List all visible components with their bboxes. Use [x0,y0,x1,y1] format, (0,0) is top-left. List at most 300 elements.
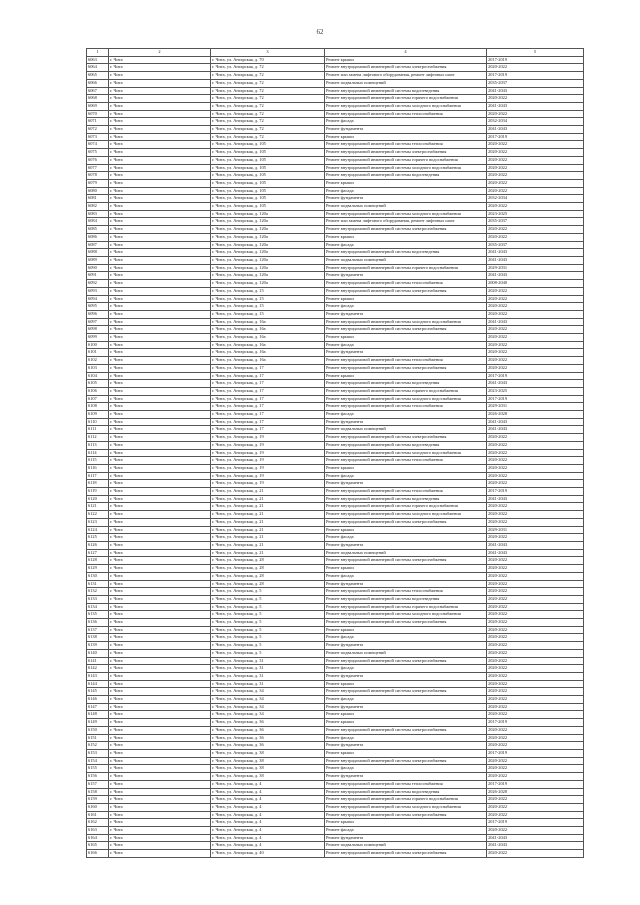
period-cell: 2020-2022 [487,642,584,650]
row-number-cell: 6137 [87,626,109,634]
period-cell: 2041-2043 [487,256,584,264]
work-type-cell: Ремонт фундамента [325,580,487,588]
row-number-cell: 6150 [87,726,109,734]
table-row [87,102,584,110]
work-type-cell: Ремонт внутридомовой инженерной системы горячего водоснабжения [325,264,487,272]
period-cell: 2020-2022 [487,233,584,241]
row-number-cell: 6122 [87,511,109,519]
row-number-cell: 6081 [87,195,109,203]
table-row [87,110,584,118]
period-cell: 2032-2034 [487,118,584,126]
period-cell: 2020-2022 [487,611,584,619]
municipality-cell: г. Чита [109,734,211,742]
table-row [87,56,584,64]
period-cell: 2020-2022 [487,649,584,657]
row-number-cell: 6108 [87,403,109,411]
table-row [87,688,584,696]
table-row [87,542,584,550]
period-cell: 2020-2022 [487,310,584,318]
period-cell: 2017-2019 [487,819,584,827]
address-cell: г. Чита, ул. Ангарская, д. 31 [211,657,325,665]
municipality-cell: г. Чита [109,511,211,519]
table-row [87,842,584,850]
period-cell: 2020-2022 [487,665,584,673]
period-cell: 2020-2022 [487,703,584,711]
municipality-cell: г. Чита [109,634,211,642]
row-number-cell: 6147 [87,703,109,711]
address-cell: г. Чита, ул. Ангарская, д. 105 [211,179,325,187]
address-cell: г. Чита, ул. Ангарская, д. 31 [211,672,325,680]
row-number-cell: 6080 [87,187,109,195]
address-cell: г. Чита, ул. Ангарская, д. 120а [211,241,325,249]
municipality-cell: г. Чита [109,364,211,372]
address-cell: г. Чита, ул. Ангарская, д. 120а [211,264,325,272]
table-row [87,195,584,203]
period-cell: 2020-2022 [487,511,584,519]
work-type-cell: Ремонт крыши [325,819,487,827]
period-cell: 2041-2043 [487,418,584,426]
row-number-cell: 6097 [87,318,109,326]
period-cell: 2008-2040 [487,280,584,288]
period-cell: 2020-2022 [487,757,584,765]
address-cell: г. Чита, ул. Ангарская, д. 4 [211,780,325,788]
work-type-cell: Ремонт фасада [325,665,487,673]
municipality-cell: г. Чита [109,118,211,126]
work-type-cell: Ремонт внутридомовой инженерной системы электроснабжения [325,619,487,627]
address-cell: г. Чита, ул. Ангарская, д. 120а [211,210,325,218]
table-row [87,118,584,126]
row-number-cell: 6127 [87,549,109,557]
municipality-cell: г. Чита [109,626,211,634]
period-cell: 2023-2025 [487,387,584,395]
row-number-cell: 6163 [87,827,109,835]
table-row [87,619,584,627]
table-row [87,372,584,380]
row-number-cell: 6064 [87,64,109,72]
period-cell: 2020-2022 [487,619,584,627]
work-type-cell: Ремонт крыши [325,526,487,534]
work-type-cell: Ремонт крыши [325,565,487,573]
period-cell: 2020-2022 [487,773,584,781]
municipality-cell: г. Чита [109,203,211,211]
period-cell: 2017-2019 [487,72,584,80]
row-number-cell: 6159 [87,796,109,804]
address-cell: г. Чита, ул. Ангарская, д. 120а [211,256,325,264]
row-number-cell: 6166 [87,850,109,858]
municipality-cell: г. Чита [109,295,211,303]
period-cell: 2041-2043 [487,87,584,95]
row-number-cell: 6143 [87,672,109,680]
work-type-cell: Ремонт подвальных помещений [325,203,487,211]
row-number-cell: 6070 [87,110,109,118]
period-cell: 2041-2043 [487,549,584,557]
address-cell: г. Чита, ул. Ангарская, д. 72 [211,126,325,134]
work-type-cell: Ремонт фундамента [325,418,487,426]
municipality-cell: г. Чита [109,349,211,357]
table-row [87,796,584,804]
work-type-cell: Ремонт фасада [325,187,487,195]
period-cell: 2035-2037 [487,241,584,249]
row-number-cell: 6087 [87,241,109,249]
work-type-cell: Ремонт фундамента [325,642,487,650]
municipality-cell: г. Чита [109,834,211,842]
period-cell: 2020-2022 [487,95,584,103]
row-number-cell: 6120 [87,495,109,503]
address-cell: г. Чита, ул. Ангарская, д. 21 [211,488,325,496]
municipality-cell: г. Чита [109,611,211,619]
period-cell: 2020-2022 [487,295,584,303]
work-type-cell: Ремонт крыши [325,133,487,141]
row-number-cell: 6144 [87,680,109,688]
period-cell: 2020-2022 [487,688,584,696]
table-row [87,511,584,519]
address-cell: г. Чита, ул. Ангарская, д. 105 [211,203,325,211]
period-cell: 2020-2022 [487,557,584,565]
table-row [87,534,584,542]
period-cell: 2020-2022 [487,580,584,588]
period-cell: 2020-2022 [487,803,584,811]
address-cell: г. Чита, ул. Ангарская, д. 72 [211,79,325,87]
row-number-cell: 6090 [87,264,109,272]
table-row [87,850,584,858]
work-type-cell: Ремонт внутридомовой инженерной системы теплоснабжения [325,357,487,365]
period-cell: 2020-2022 [487,64,584,72]
period-cell: 2020-2022 [487,765,584,773]
table-row [87,572,584,580]
work-type-cell: Ремонт внутридомовой инженерной системы холодного водоснабжения [325,102,487,110]
work-type-cell: Ремонт фасада [325,696,487,704]
address-cell: г. Чита, ул. Ангарская, д. 105 [211,187,325,195]
table-row [87,565,584,573]
municipality-cell: г. Чита [109,827,211,835]
period-cell: 2041-2043 [487,272,584,280]
period-cell: 2017-2019 [487,488,584,496]
period-cell: 2035-2037 [487,218,584,226]
row-number-cell: 6107 [87,395,109,403]
municipality-cell: г. Чита [109,557,211,565]
work-type-cell: Ремонт фасада [325,534,487,542]
address-cell: г. Чита, ул. Ангарская, д. 38 [211,749,325,757]
work-type-cell: Ремонт внутридомовой инженерной системы электроснабжения [325,688,487,696]
row-number-cell: 6093 [87,287,109,295]
work-type-cell: Ремонт фундамента [325,742,487,750]
address-cell: г. Чита, ул. Ангарская, д. 72 [211,102,325,110]
address-cell: г. Чита, ул. Ангарская, д. 34 [211,703,325,711]
address-cell: г. Чита, ул. Ангарская, д. 21 [211,511,325,519]
table-row [87,341,584,349]
table-row [87,626,584,634]
address-cell: г. Чита, ул. Ангарская, д. 15 [211,310,325,318]
municipality-cell: г. Чита [109,649,211,657]
address-cell: г. Чита, ул. Ангарская, д. 19 [211,441,325,449]
address-cell: г. Чита, ул. Ангарская, д. 5 [211,642,325,650]
period-cell: 2020-2022 [487,595,584,603]
row-number-cell: 6086 [87,233,109,241]
row-number-cell: 6152 [87,742,109,750]
address-cell: г. Чита, ул. Ангарская, д. 105 [211,141,325,149]
table-row [87,464,584,472]
municipality-cell: г. Чита [109,241,211,249]
table-row [87,472,584,480]
address-cell: г. Чита, ул. Ангарская, д. 4 [211,842,325,850]
municipality-cell: г. Чита [109,742,211,750]
table-row [87,411,584,419]
row-number-cell: 6068 [87,95,109,103]
municipality-cell: г. Чита [109,387,211,395]
municipality-cell: г. Чита [109,418,211,426]
work-type-cell: Ремонт внутридомовой инженерной системы электроснабжения [325,657,487,665]
work-type-cell: Ремонт или замена лифтового оборудования, ремонт лифтовых шахт [325,218,487,226]
row-number-cell: 6065 [87,72,109,80]
municipality-cell: г. Чита [109,256,211,264]
work-type-cell: Ремонт внутридомовой инженерной системы теплоснабжения [325,141,487,149]
address-cell: г. Чита, ул. Ангарская, д. 28 [211,565,325,573]
work-type-cell: Ремонт внутридомовой инженерной системы горячего водоснабжения [325,156,487,164]
address-cell: г. Чита, ул. Ангарская, д. 17 [211,426,325,434]
municipality-cell: г. Чита [109,434,211,442]
work-type-cell: Ремонт подвальных помещений [325,256,487,264]
municipality-cell: г. Чита [109,534,211,542]
address-cell: г. Чита, ул. Ангарская, д. 4 [211,788,325,796]
work-type-cell: Ремонт крыши [325,711,487,719]
work-type-cell: Ремонт внутридомовой инженерной системы электроснабжения [325,557,487,565]
municipality-cell: г. Чита [109,803,211,811]
work-type-cell: Ремонт внутридомовой инженерной системы теплоснабжения [325,488,487,496]
address-cell: г. Чита, ул. Ангарская, д. 72 [211,95,325,103]
work-type-cell: Ремонт фасада [325,341,487,349]
row-number-cell: 6077 [87,164,109,172]
municipality-cell: г. Чита [109,757,211,765]
period-cell: 2020-2022 [487,850,584,858]
row-number-cell: 6098 [87,326,109,334]
address-cell: г. Чита, ул. Ангарская, д. 120а [211,249,325,257]
table-row [87,526,584,534]
table-row [87,349,584,357]
period-cell: 2041-2043 [487,102,584,110]
row-number-cell: 6085 [87,226,109,234]
row-number-cell: 6117 [87,472,109,480]
period-cell: 2041-2043 [487,318,584,326]
address-cell: г. Чита, ул. Ангарская, д. 105 [211,195,325,203]
address-cell: г. Чита, ул. Ангарская, д. 72 [211,64,325,72]
municipality-cell: г. Чита [109,765,211,773]
table-row [87,149,584,157]
table-row [87,665,584,673]
row-number-cell: 6111 [87,426,109,434]
municipality-cell: г. Чита [109,264,211,272]
table-row [87,226,584,234]
row-number-cell: 6082 [87,203,109,211]
table-row [87,434,584,442]
table-row [87,141,584,149]
row-number-cell: 6063 [87,56,109,64]
work-type-cell: Ремонт подвальных помещений [325,549,487,557]
period-cell: 2020-2022 [487,734,584,742]
address-cell: г. Чита, ул. Ангарская, д. 34 [211,711,325,719]
municipality-cell: г. Чита [109,149,211,157]
work-type-cell: Ремонт крыши [325,179,487,187]
address-cell: г. Чита, ул. Ангарская, д. 36 [211,719,325,727]
row-number-cell: 6067 [87,87,109,95]
page-number: 62 [316,28,324,36]
address-cell: г. Чита, ул. Ангарская, д. 21 [211,549,325,557]
table-row [87,742,584,750]
address-cell: г. Чита, ул. Ангарская, д. 70 [211,56,325,64]
municipality-cell: г. Чита [109,280,211,288]
table-row [87,657,584,665]
municipality-cell: г. Чита [109,102,211,110]
row-number-cell: 6138 [87,634,109,642]
address-cell: г. Чита, ул. Ангарская, д. 72 [211,133,325,141]
address-cell: г. Чита, ул. Ангарская, д. 28 [211,572,325,580]
address-cell: г. Чита, ул. Ангарская, д. 4 [211,811,325,819]
work-type-cell: Ремонт фасада [325,241,487,249]
municipality-cell: г. Чита [109,749,211,757]
row-number-cell: 6084 [87,218,109,226]
column-header: 5 [487,49,584,57]
row-number-cell: 6109 [87,411,109,419]
table-row [87,179,584,187]
work-type-cell: Ремонт крыши [325,464,487,472]
municipality-cell: г. Чита [109,87,211,95]
row-number-cell: 6132 [87,588,109,596]
period-cell: 2020-2022 [487,203,584,211]
work-type-cell: Ремонт подвальных помещений [325,426,487,434]
table-row [87,696,584,704]
table-row [87,642,584,650]
address-cell: г. Чита, ул. Ангарская, д. 4 [211,819,325,827]
address-cell: г. Чита, ул. Ангарская, д. 31 [211,680,325,688]
work-type-cell: Ремонт внутридомовой инженерной системы электроснабжения [325,726,487,734]
municipality-cell: г. Чита [109,195,211,203]
municipality-cell: г. Чита [109,287,211,295]
work-type-cell: Ремонт фасада [325,572,487,580]
work-type-cell: Ремонт фундамента [325,310,487,318]
period-cell: 2035-2037 [487,79,584,87]
table-row [87,834,584,842]
address-cell: г. Чита, ул. Ангарская, д. 34 [211,696,325,704]
table-row [87,680,584,688]
row-number-cell: 6128 [87,557,109,565]
row-number-cell: 6091 [87,272,109,280]
work-type-cell: Ремонт внутридомовой инженерной системы электроснабжения [325,364,487,372]
municipality-cell: г. Чита [109,842,211,850]
municipality-cell: г. Чита [109,156,211,164]
address-cell: г. Чита, ул. Ангарская, д. 17 [211,418,325,426]
work-type-cell: Ремонт внутридомовой инженерной системы электроснабжения [325,434,487,442]
work-type-cell: Ремонт крыши [325,372,487,380]
row-number-cell: 6121 [87,503,109,511]
period-cell: 2017-2019 [487,719,584,727]
table-row [87,811,584,819]
period-cell: 2026-2028 [487,788,584,796]
table-row [87,64,584,72]
municipality-cell: г. Чита [109,126,211,134]
address-cell: г. Чита, ул. Ангарская, д. 72 [211,72,325,80]
row-number-cell: 6099 [87,334,109,342]
row-number-cell: 6104 [87,372,109,380]
table-row [87,403,584,411]
period-cell: 2026-2028 [487,411,584,419]
municipality-cell: г. Чита [109,850,211,858]
period-cell: 2017-2019 [487,56,584,64]
period-cell: 2020-2022 [487,711,584,719]
table-row [87,518,584,526]
row-number-cell: 6136 [87,619,109,627]
address-cell: г. Чита, ул. Ангарская, д. 31 [211,665,325,673]
table-row [87,256,584,264]
period-cell: 2020-2022 [487,572,584,580]
work-type-cell: Ремонт крыши [325,334,487,342]
table-row [87,303,584,311]
row-number-cell: 6124 [87,526,109,534]
row-number-cell: 6153 [87,749,109,757]
period-cell: 2020-2022 [487,149,584,157]
row-number-cell: 6165 [87,842,109,850]
period-cell: 2020-2022 [487,110,584,118]
table-row [87,310,584,318]
period-cell: 2020-2022 [487,603,584,611]
municipality-cell: г. Чита [109,441,211,449]
municipality-cell: г. Чита [109,472,211,480]
row-number-cell: 6096 [87,310,109,318]
address-cell: г. Чита, ул. Ангарская, д. 16а [211,357,325,365]
row-number-cell: 6101 [87,349,109,357]
address-cell: г. Чита, ул. Ангарская, д. 5 [211,626,325,634]
address-cell: г. Чита, ул. Ангарская, д. 28 [211,557,325,565]
work-type-cell: Ремонт фасада [325,734,487,742]
period-cell: 2017-2019 [487,780,584,788]
period-cell: 2020-2022 [487,441,584,449]
work-type-cell: Ремонт внутридомовой инженерной системы горячего водоснабжения [325,503,487,511]
work-type-cell: Ремонт внутридомовой инженерной системы водоотведения [325,172,487,180]
period-cell: 2020-2022 [487,672,584,680]
period-cell: 2020-2022 [487,696,584,704]
table-row [87,757,584,765]
address-cell: г. Чита, ул. Ангарская, д. 38 [211,773,325,781]
municipality-cell: г. Чита [109,64,211,72]
address-cell: г. Чита, ул. Ангарская, д. 21 [211,503,325,511]
municipality-cell: г. Чита [109,179,211,187]
municipality-cell: г. Чита [109,580,211,588]
municipality-cell: г. Чита [109,642,211,650]
municipality-cell: г. Чита [109,495,211,503]
municipality-cell: г. Чита [109,819,211,827]
municipality-cell: г. Чита [109,79,211,87]
address-cell: г. Чита, ул. Ангарская, д. 36 [211,734,325,742]
work-type-cell: Ремонт фундамента [325,773,487,781]
address-cell: г. Чита, ул. Ангарская, д. 120а [211,218,325,226]
period-cell: 2020-2022 [487,141,584,149]
period-cell: 2020-2022 [487,588,584,596]
address-cell: г. Чита, ул. Ангарская, д. 5 [211,634,325,642]
work-type-cell: Ремонт фундамента [325,272,487,280]
table-row [87,780,584,788]
address-cell: г. Чита, ул. Ангарская, д. 16а [211,326,325,334]
table-row [87,364,584,372]
row-number-cell: 6106 [87,387,109,395]
address-cell: г. Чита, ул. Ангарская, д. 16а [211,318,325,326]
municipality-cell: г. Чита [109,773,211,781]
municipality-cell: г. Чита [109,310,211,318]
table-row [87,72,584,80]
table-row [87,672,584,680]
address-cell: г. Чита, ул. Ангарская, д. 105 [211,172,325,180]
municipality-cell: г. Чита [109,341,211,349]
work-type-cell: Ремонт внутридомовой инженерной системы электроснабжения [325,811,487,819]
address-cell: г. Чита, ул. Ангарская, д. 21 [211,534,325,542]
row-number-cell: 6069 [87,102,109,110]
